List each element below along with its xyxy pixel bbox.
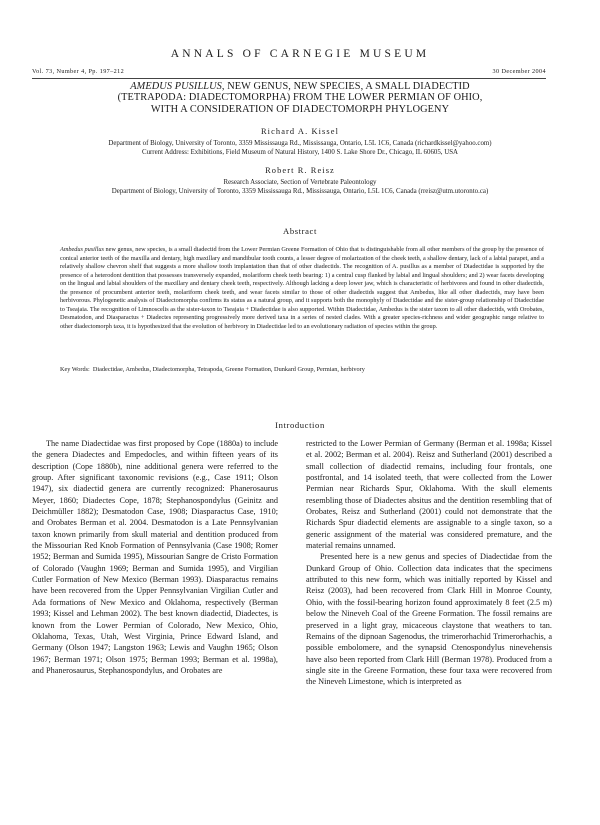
title-line-3: WITH A CONSIDERATION OF DIADECTOMORPH PHYLOGENY [150,103,450,115]
abstract-body [60,246,544,331]
abstract-genus: Ambedus pusillus [60,246,104,253]
intro-left-column [32,438,278,676]
author-affiliation-2: Research Associate, Section of Vertebrate Paleontology [223,179,377,186]
keywords-label: Key Words: [60,366,90,373]
issue-date: 30 December 2004 [492,68,546,75]
author-name-1: Richard A. Kissel [260,127,339,136]
author-current-address-1: Current Address: Exhibitions, Field Museum of Natural History, 1400 S. Lake Shore Dr., Chicago, IL 60605, USA [141,149,459,156]
title-genus: AMEDUS PUSILLUS [130,81,222,92]
title-line-1 [40,81,560,92]
header-rule [32,78,546,79]
journal-title: ANNALS OF CARNEGIE MUSEUM [170,48,430,60]
abstract-heading: Abstract [283,226,317,236]
article-title [40,81,560,115]
intro-right-column [306,438,552,688]
keywords-text: Diadectidae, Ambedus, Diadectomorpha, Tetrapoda, Greene Formation, Dunkard Group, Permian, herbivory [92,366,365,373]
title-line-2: (TETRAPODA: DIADECTOMORPHA) FROM THE LOWER PERMIAN OF OHIO, [117,92,483,104]
abstract-text: new genus, new species, is a small diadectid from the Lower Permian Greene Formation of Ohio that is distinguishable from all other members of the group by the presence of conical anterior teeth of the maxilla and dentary, high maxillary and mandibular tooth counts, a lesser degree of molarization of the cheek teeth, a shallow dentary, lack of a labial parapet, and a relatively shallow chevron shelf that suggests a more shallow tooth implantation than that of other diadectids. The recognition of A. pusillus as a member of Diadectidae is supported by the presence of a heterodont dentition that possesses transversely expanded, molariform cheek teeth bearing: 1) a central cusp flanked by labial and lingual shoulders; and 2) wear facets developing on the lingual and labial shoulders of the maxillary and dentary cheek teeth, respectively. Although lacking a deep lower jaw, which is characteristic of herbivores and found in other diadectids, the presence of procumbent anterior teeth, molariform cheek teeth, and wear facets similar to those of other diadectids suggest that Ambedus, like all other diadectids, may have been herbivorous. Phylogenetic analysis of Diadectomorpha confirms its status as a natural group, and it supports both the monophyly of Diadectidae and the sister-group relationship of Diadectidae to Tseajaia. The recognition of Limnoscelis as the sister-taxon to Tseajaia + Diadectidae is also supported. Within Diadectidae, Ambedus is the sister taxon to all other diadectids, with Orobates, Desmatodon, and Diasparactus + Diadectes representing progressively more derived taxa in a series of nested clades. With a greater species-richness and wider geographic range relative to other diadectomorph taxa, it is hypothesized that the evolution of herbivory in Diadectidae led to an evolutionary radiation of species within the group. [60,246,544,330]
author-department-2: Department of Biology, University of Toronto, 3359 Mississauga Rd., Mississauga, Ontario, L5L 1C6, Canada (rreisz@utm.utoronto.ca) [111,188,489,195]
author-affiliation-1: Department of Biology, University of Toronto, 3359 Mississauga Rd., Mississauga, Ontario, L5L 1C6, Canada (richardkissel@yahoo.com) [108,140,492,147]
volume-info: Vol. 73, Number 4, Pp. 197–212 [32,68,125,75]
introduction-heading: Introduction [275,420,325,430]
author-name-2: Robert R. Reisz [265,166,335,175]
keywords [60,366,544,375]
intro-paragraph-2: Presented here is a new genus and species of Diadectidae from the Dunkard Group of Ohio. Collection data indicates that the specimens attributed to this new form, which was initially reported by Kissel and Reisz (2003), had been recovered from Clark Hill in Monroe County, Ohio, with the fossil-bearing horizon found approximately 8 feet (2.5 m) below the Nineveh Coal of the Greene Formation. The fossil remains are preserved in a light gray, micaceous claystone that weathers to tan. Remains of the dipnoan Sagenodus, the trimerorhachid Trimerorhachis, a possible embolomere, and the synapsid Ctenospondylus ninevehensis have also been reported from Clark Hill (Berman 1978). Produced from a single site in the Greene Formation, these four taxa were recovered from the Nineveh Limestone, which is interpreted as [306,552,552,687]
title-line-1-rest: , NEW GENUS, NEW SPECIES, A SMALL DIADECTID [221,81,470,92]
intro-paragraph-1-cont: restricted to the Lower Permian of Germany (Berman et al. 1998a; Kissel et al. 2002; Berman et al. 2004). Reisz and Sutherland (2001) described a small collection of diadectid remains, including four frontals, one postfrontal, and 14 isolated teeth, that were collected from the Lower Permian near Richards Spur, Oklahoma. With the skull elements resembling those of Diadectes absitus and the dentition resembling that of Orobates, Reisz and Sutherland (2001) could not demonstrate that the Richards Spur diadectid elements are assignable to a single taxon, so a generic assignment of the material was considered premature, and the material remains unnamed. [306,439,552,551]
intro-paragraph-1: The name Diadectidae was first proposed by Cope (1880a) to include the genera Diadectes and Empedocles, and within fifteen years of its description (Cope 1880b), nine additional genera were referred to the group. After significant taxonomic revisions (e.g., Case 1911; Olson 1947), six diadectid genera are currently recognized: Phanerosaurus Meyer, 1860; Diadectes Cope, 1878; Stephanospondylus (Geinitz and Deichmüller 1882); Desmatodon Case, 1908; Diasparactus Case, 1910; and Orobates Berman et al. 2004. Desmatodon is a Late Pennsylvanian taxon known primarily from skull material and dentition produced from the Missourian Red Knob Formation of Pennsylvania (Case 1908; Romer 1952; Berman and Sumida 1995), Missourian Sangre de Cristo Formation of Colorado (Vaughn 1969; Berman and Sumida 1995), and Virgilian Cutler Formation of New Mexico (Berman 1993). Diasparactus remains have been recovered from the Upper Pennsylvanian Virgilian Cutler and Ada formations of New Mexico and Oklahoma, respectively (Berman 1993; Kissel and Lehman 2002). The best known diadectid, Diadectes, is known from the Lower Permian of Colorado, New Mexico, Ohio, Oklahoma, Texas, Utah, West Virginia, Prince Edward Island, and Germany (Olson 1947; Langston 1963; Lewis and Vaughn 1965; Olson 1967; Berman 1971; Olson 1975; Berman 1993; Berman et al. 1998a), and Phanerosaurus, Stephanospondylus, and Orobates are [32,439,278,675]
